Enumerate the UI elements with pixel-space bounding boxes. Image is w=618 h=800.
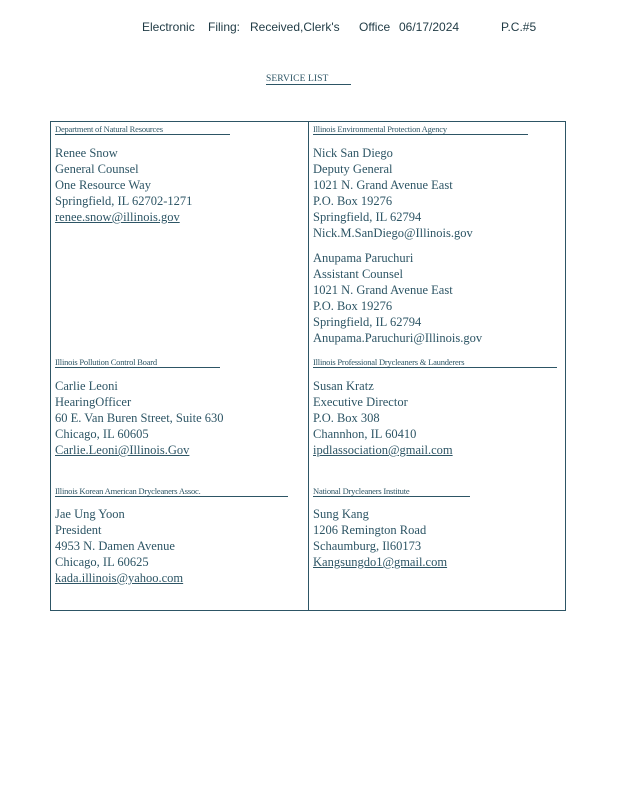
contact-title: President xyxy=(55,523,102,537)
filing-header xyxy=(0,20,618,38)
contact-address: One Resource Way xyxy=(55,178,151,192)
section-heading: Illinois Environmental Protection Agency xyxy=(313,124,528,135)
page-title: SERVICE LIST xyxy=(266,74,351,85)
contact-name: Nick San Diego xyxy=(313,146,393,160)
contact-city: Schaumburg, Il60173 xyxy=(313,539,422,553)
contact-po-box: P.O. Box 19276 xyxy=(313,194,393,208)
header-pc: P.C.#5 xyxy=(501,20,537,34)
contact-email-link[interactable]: ipdlassociation@gmail.com xyxy=(313,443,453,457)
contact-entry xyxy=(55,145,192,225)
contact-address: 1206 Remington Road xyxy=(313,523,427,537)
section-heading: Illinois Professional Drycleaners & Launderers xyxy=(313,357,557,368)
contact-email-link[interactable]: Anupama.Paruchuri@Illinois.gov xyxy=(313,331,483,345)
contact-city: Springfield, IL 62794 xyxy=(313,210,422,224)
section-heading: National Drycleaners Institute xyxy=(313,486,470,497)
contact-name: Susan Kratz xyxy=(313,379,374,393)
contact-name: Anupama Paruchuri xyxy=(313,251,414,265)
contact-title: Assistant Counsel xyxy=(313,267,403,281)
section-heading: Illinois Pollution Control Board xyxy=(55,357,220,368)
contact-city: Springfield, IL 62794 xyxy=(313,315,422,329)
contact-address: 4953 N. Damen Avenue xyxy=(55,539,175,553)
table-divider xyxy=(308,121,309,611)
contact-title: Executive Director xyxy=(313,395,408,409)
contact-city: Chicago, IL 60625 xyxy=(55,555,149,569)
contact-name: Renee Snow xyxy=(55,146,118,160)
contact-po-box: P.O. Box 19276 xyxy=(313,299,393,313)
header-electronic: Electronic xyxy=(142,20,195,34)
contact-email-link[interactable]: Carlie.Leoni@Illinois.Gov xyxy=(55,443,190,457)
contact-city: Chicago, IL 60605 xyxy=(55,427,149,441)
contact-entry xyxy=(313,145,473,241)
contact-city: Springfield, IL 62702-1271 xyxy=(55,194,193,208)
contact-address: 1021 N. Grand Avenue East xyxy=(313,283,453,297)
contact-address: 60 E. Van Buren Street, Suite 630 xyxy=(55,411,224,425)
contact-title: General Counsel xyxy=(55,162,139,176)
contact-title: HearingOfficer xyxy=(55,395,132,409)
contact-email-link[interactable]: Nick.M.SanDiego@Illinois.gov xyxy=(313,226,473,240)
contact-city: Channhon, IL 60410 xyxy=(313,427,417,441)
contact-entry xyxy=(313,378,453,458)
contact-email-link[interactable]: kada.illinois@yahoo.com xyxy=(55,571,184,585)
section-heading: Department of Natural Resources xyxy=(55,124,230,135)
contact-entry xyxy=(313,250,482,346)
section-heading: Illinois Korean American Drycleaners Assoc. xyxy=(55,486,288,497)
contact-address: 1021 N. Grand Avenue East xyxy=(313,178,453,192)
contact-entry xyxy=(313,506,447,570)
contact-entry xyxy=(55,506,183,586)
contact-name: Carlie Leoni xyxy=(55,379,118,393)
header-filing: Filing: xyxy=(208,20,241,34)
contact-name: Sung Kang xyxy=(313,507,369,521)
header-date: 06/17/2024 xyxy=(399,20,460,34)
contact-email-link[interactable]: Kangsungdo1@gmail.com xyxy=(313,555,448,569)
contact-name: Jae Ung Yoon xyxy=(55,507,125,521)
contact-entry xyxy=(55,378,224,458)
header-received: Received,Clerk's xyxy=(250,20,340,34)
contact-title: Deputy General xyxy=(313,162,393,176)
contact-email-link[interactable]: renee.snow@illinois.gov xyxy=(55,210,180,224)
contact-po-box: P.O. Box 308 xyxy=(313,411,380,425)
header-office: Office xyxy=(359,20,391,34)
